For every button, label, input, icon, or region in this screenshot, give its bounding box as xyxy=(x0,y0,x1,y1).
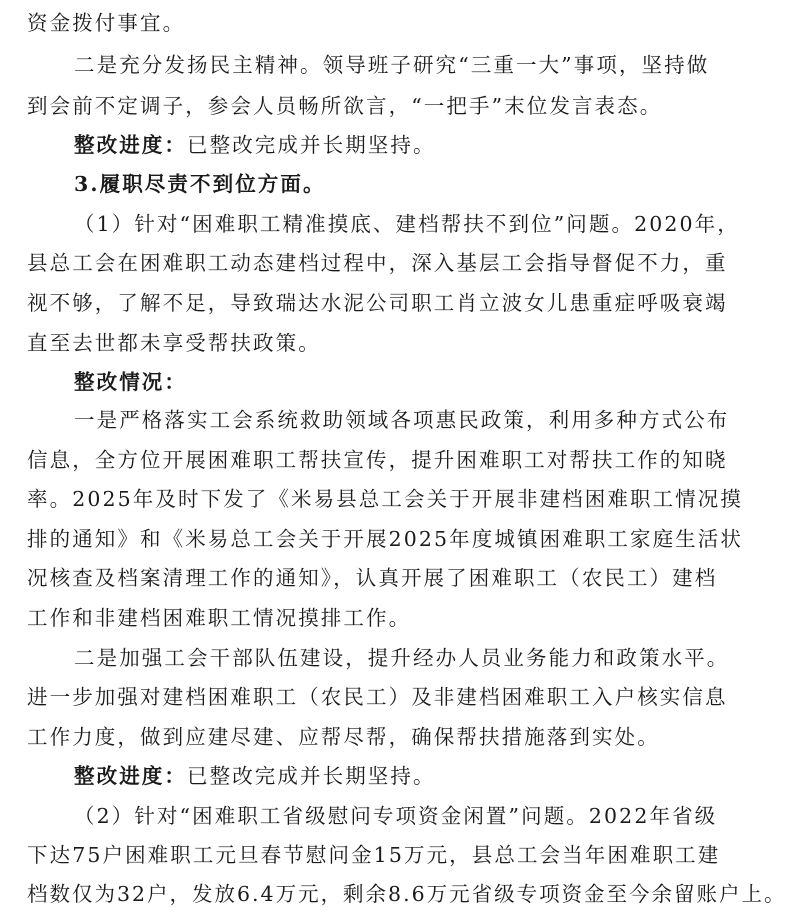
text-line: 工作力度，做到应建尽建、应帮尽帮，确保帮扶措施落到实处。 xyxy=(27,725,660,749)
progress-label: 整改进度： xyxy=(74,133,187,157)
text-line: 视不够，了解不足，导致瑞达水泥公司职工肖立波女儿患重症呼吸衰竭 xyxy=(27,291,728,315)
progress-line xyxy=(74,124,787,166)
text-line: 二是加强工会干部队伍建设，提升经办人员业务能力和政策水平。 xyxy=(74,646,730,670)
progress-label: 整改进度： xyxy=(74,764,187,788)
text-line: 况核查及档案清理工作的通知》，认真开展了困难职工（农民工）建档 xyxy=(27,566,718,590)
text-line: 下达75户困难职工元旦春节慰问金15万元，县总工会当年困难职工建 xyxy=(27,843,721,867)
text-line: 进一步加强对建档困难职工（农民工）及非建档困难职工入户核实信息 xyxy=(27,685,728,709)
text-line: 信息，全方位开展困难职工帮扶宣传，提升困难职工对帮扶工作的知晓 xyxy=(27,448,728,472)
text-line: 二是充分发扬民主精神。领导班子研究“三重一大”事项，坚持做 xyxy=(74,53,710,77)
text-line: （1）针对“困难职工精准摸底、建档帮扶不到位”问题。2020年， xyxy=(74,212,740,236)
text-line: （2）针对“困难职工省级慰问专项资金闲置”问题。2022年省级 xyxy=(74,804,718,828)
text-line: 县总工会在困难职工动态建档过程中，深入基层工会指导督促不力，重 xyxy=(27,251,728,275)
progress-line xyxy=(74,755,787,797)
progress-value: 已整改完成并长期坚持。 xyxy=(187,764,436,788)
text-line: 到会前不定调子，参会人员畅所欲言，“一把手”末位发言表态。 xyxy=(27,94,663,118)
text-line: 工作和非建档困难职工情况摸排工作。 xyxy=(27,606,412,630)
text-line: 直至去世都未享受帮扶政策。 xyxy=(27,331,321,355)
text-line: 档数仅为32户，发放6.4万元，剩余8.6万元省级专项资金至今余留账户上。 xyxy=(27,882,787,906)
text-line: 排的通知》和《米易总工会关于开展2025年度城镇困难职工家庭生活状 xyxy=(27,527,743,551)
text-line: 率。2025年及时下发了《米易县总工会关于开展非建档困难职工情况摸 xyxy=(27,487,743,511)
progress-value: 已整改完成并长期坚持。 xyxy=(187,133,436,157)
subheading: 整改情况： xyxy=(74,370,187,394)
text-line: 一是严格落实工会系统救助领域各项惠民政策，利用多种方式公布 xyxy=(74,408,730,432)
text-line: 资金拨付事宜。 xyxy=(27,11,186,35)
section-heading: 3.履职尽责不到位方面。 xyxy=(74,172,326,196)
